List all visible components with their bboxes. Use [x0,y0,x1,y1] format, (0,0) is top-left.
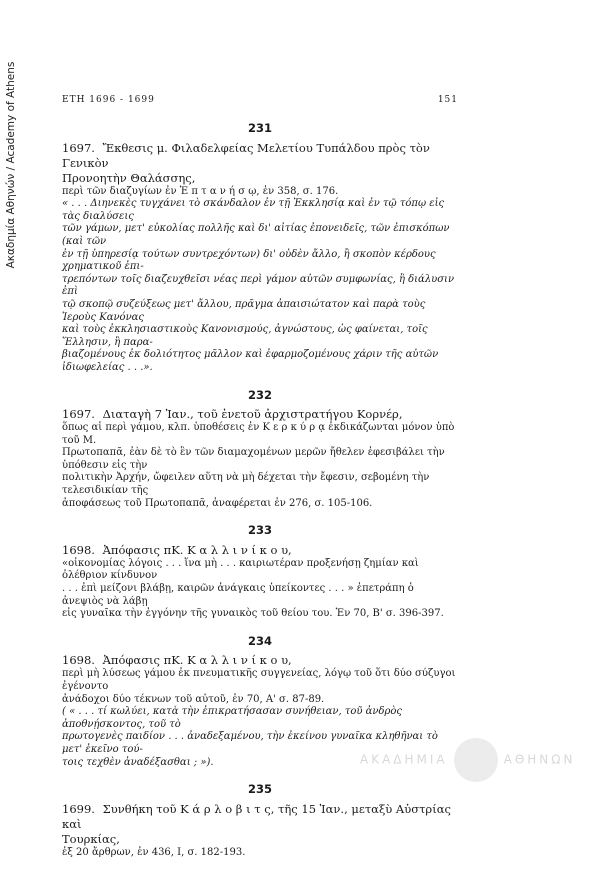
entry-year: 1698. [62,542,95,557]
sidebar-vertical-label [3,40,19,290]
academy-seal-icon [454,738,498,782]
watermark-right-text: ΑΘΗΝΩΝ [503,752,576,767]
sidebar-text: Ακαδημία Αθηνών / Academy of Athens [5,61,17,269]
entry-year: 1699. [62,801,95,816]
entry-line: ὅπως αἱ περὶ γάμου, κλπ. ὑποθέσεις ἐν Κ ε ρ κ ύ ρ ᾳ ἐκδικάζωνται μόνον ὑπὸ τοῦ Μ. [62,422,455,446]
entry-number: 234 [247,633,272,648]
entry-line: ἐξ 20 ἄρθρων, ἐν 436, Ι, σ. 182-193. [62,846,246,858]
entry-title [62,802,458,832]
quote-line: πρωτογενὲς παιδίον . . . ἀναδεξαμένου, τὴν ἐκείνου γυναῖκα κληθῆναι τὸ μετ' ἐκεῖνο τού- [62,731,438,755]
entry-title [62,653,458,668]
quote-line: τρεπόντων τοῖς διαζευχθεῖσι νέας περὶ γάμον αὐτῶν συμφωνίας, ἢ διάλυσιν ἐπὶ [62,273,455,298]
entry-number: 232 [247,387,272,402]
quote-line: « . . . Διηνεκὲς τυγχάνει τὸ σκάνδαλον ἐν τῇ Ἐκκλησίᾳ καὶ ἐν τῷ τόπῳ εἰς τὰς διαλύσεις [62,198,445,222]
entry-year: 1697. [62,140,95,155]
entry-title-text: Συνθήκη τοῦ Κ ά ρ λ ο β ι τ ς, τῆς 15 Ἰαν., μεταξὺ Αὐστρίας καὶ [62,801,451,831]
quote-line: καὶ τοὺς ἐκκλησιαστικοὺς Κανονισμούς, ἀγνώστους, ὡς φαίνεται, τοῖς Ἕλλησιν, ἢ παρα- [62,324,428,348]
entry-title-text: Ἀπόφασις πΚ. Κ α λ λ ι ν ί κ ο υ, [102,653,292,668]
entry-line: εἰς γυναῖκα τὴν ἐγγόνην τῆς γυναικὸς τοῦ θείου του. Ἐν 70, Β' σ. 396-397. [62,608,444,620]
entry-title-text: Διαταγὴ 7 Ἰαν., τοῦ ἐνετοῦ ἀρχιστρατήγου Κορνέρ, [102,407,403,422]
quote-line: ἐν τῇ ὑπηρεσίᾳ τούτων συντρεχόντων) δι' οὐδὲν ἄλλο, ἢ σκοπὸν κέρδους χρηματικοῦ ἐπι- [62,248,436,273]
entry-year: 1698. [62,653,95,668]
entry-title-text: Ἀπόφασις πΚ. Κ α λ λ ι ν ί κ ο υ, [102,542,292,557]
header-title: ΕΤΗ 1696 - 1699 [62,95,155,105]
entry-231 [62,122,458,375]
entry-235 [62,783,458,859]
entry-number: 231 [247,121,272,135]
quote-line: βιαζομένους ἐκ δολιότητος μᾶλλον καὶ ἐφαρμοζομένους χάριν τῆς αὐτῶν ἰδιωφελείας . . .». [62,349,439,373]
entry-number: 233 [247,523,272,538]
entry-line: περὶ μὴ λύσεως γάμου ἐκ πνευματικῆς συγγενείας, λόγῳ τοῦ ὅτι δύο σύζυγοι ἐγένοντο [62,668,456,692]
watermark-left-text: ΑΚΑΔΗΜΙΑ [360,752,448,767]
entry-title-continued: Τουρκίας, [62,831,120,846]
quote-line: τῶν γάμων, μετ' εὐκολίας πολλῆς καὶ δι' αἰτίας ἐπονειδεῖς, τῶν ἐπισκόπων (καὶ τῶν [62,223,450,247]
quote-line: ( « . . . τί κωλύει, κατὰ τὴν ἐπικρατήσασαν συνήθειαν, τοῦ ἀνδρὸς ἀποθνῄσκοντος, τοῦ τὸ [62,706,403,730]
entry-232 [62,389,458,511]
entry-233 [62,524,458,621]
entry-line: πολιτικὴν Ἀρχήν, ὤφειλεν αὕτη νὰ μὴ δέχεται τὴν ἔφεσιν, σεβομένη τὴν τελεσιδικίαν τῆς [62,472,430,497]
academy-watermark [360,738,575,782]
entry-line: «οἰκονομίας λόγοις . . . ἵνα μὴ . . . καιριωτέραν προξενήσῃ ζημίαν καὶ ὀλέθριον κίνδυνον [62,557,419,582]
entry-title [62,141,458,171]
entry-line: ἀποφάσεως τοῦ Πρωτοπαπᾶ, ἀναφέρεται ἐν 276, σ. 105-106. [62,497,373,509]
entry-year: 1697. [62,407,95,422]
quote-line: τῷ σκοπῷ συζεύξεως μετ' ἄλλου, πρᾶγμα ἀπαισιώτατον καὶ παρὰ τοὺς Ἱεροὺς Κανόνας [62,298,426,323]
entry-title-continued: Προνοητὴν Θαλάσσης, [62,170,196,185]
entry-line: ἀνάδοχοι δύο τέκνων τοῦ αὐτοῦ, ἐν 70, Α' σ. 87-89. [62,693,325,705]
entry-line: . . . ἐπὶ μείζονι βλάβῃ, καιρῶν ἀνάγκαις ὑπείκοντες . . . » ἐπετράπη ὁ ἀνεψιὸς νὰ λάβῃ [62,583,414,607]
quote-line: τοις τεχθὲν ἀναδέξασθαι ; »). [62,756,214,768]
entry-line: περὶ τῶν διαζυγίων ἐν Ἑ π τ α ν ή σ ῳ, ἐν 358, σ. 176. [62,185,339,197]
entry-title-text: Ἔκθεσις μ. Φιλαδελφείας Μελετίου Τυπάλδου πρὸς τὸν Γενικὸν [62,140,430,170]
entry-number: 235 [247,782,272,797]
entry-title [62,543,458,558]
entry-title [62,407,458,422]
entry-line: Πρωτοπαπᾶ, ἐὰν δὲ τὸ ἓν τῶν διαμαχομένων μερῶν ἤθελεν ἐφεσιβάλει τὴν ὑπόθεσιν εἰς τὴν [62,447,445,471]
page-number: 151 [437,95,458,105]
